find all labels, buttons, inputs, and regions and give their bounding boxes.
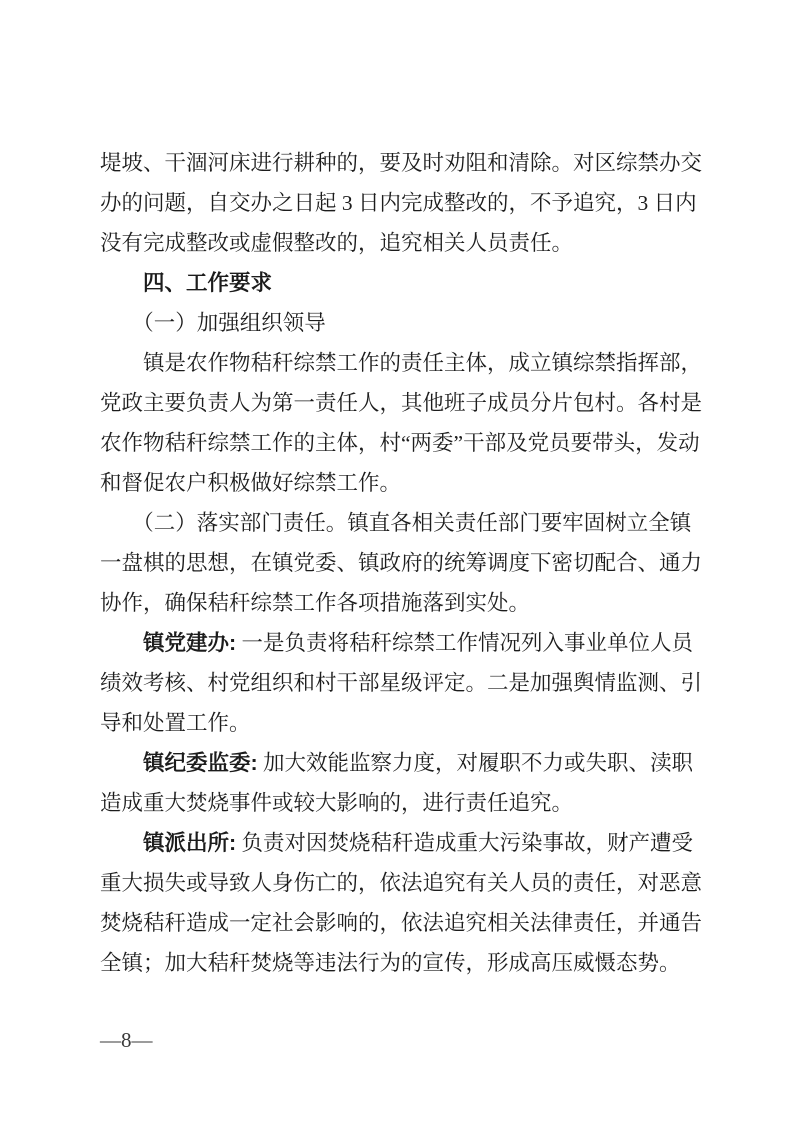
body-text: 农作物秸秆综禁工作的主体，村“两委”干部及党员要带头，发动 <box>100 431 700 455</box>
text-line <box>100 383 704 423</box>
bold-heading-text: 镇派出所: <box>100 831 237 855</box>
body-text: 没有完成整改或虚假整改的，追究相关人员责任。 <box>100 231 574 255</box>
body-text: 一盘棋的思想，在镇党委、镇政府的统筹调度下密切配合、通力 <box>100 551 703 575</box>
bold-heading-text: 四、工作要求 <box>100 271 273 295</box>
page-number: —8— <box>100 1028 153 1052</box>
text-line <box>100 263 704 303</box>
text-line <box>100 543 704 583</box>
text-line <box>100 943 704 983</box>
body-text: 办的问题，自交办之日起 3 日内完成整改的，不予追究，3 日内 <box>100 191 697 215</box>
body-text: 党政主要负责人为第一责任人，其他班子成员分片包村。各村是 <box>100 391 703 415</box>
body-text: 焚烧秸秆造成一定社会影响的，依法追究相关法律责任，并通告 <box>100 911 703 935</box>
bold-heading-text: 镇纪委监委: <box>100 751 258 775</box>
text-line <box>100 743 704 783</box>
text-line <box>100 503 704 543</box>
body-text: 重大损失或导致人身伤亡的，依法追究有关人员的责任，对恶意 <box>100 871 703 895</box>
text-line <box>100 863 704 903</box>
kaiti-heading-text: （二）落实部门责任。 <box>100 511 348 535</box>
body-text: 加大效能监察力度，对履职不力或失职、渎职 <box>257 751 694 775</box>
text-line <box>100 823 704 863</box>
bold-heading-text: 镇党建办: <box>100 631 237 655</box>
body-text: 和督促农户积极做好综禁工作。 <box>100 471 402 495</box>
text-line <box>100 423 704 463</box>
text-line <box>100 343 704 383</box>
body-text: 堤坡、干涸河床进行耕种的，要及时劝阻和清除。对区综禁办交 <box>100 151 703 175</box>
body-text: 绩效考核、村党组织和村干部星级评定。二是加强舆情监测、引 <box>100 671 703 695</box>
body-text: 镇直各相关责任部门要牢固树立全镇 <box>347 511 692 535</box>
text-line <box>100 463 704 503</box>
text-line <box>100 903 704 943</box>
text-line <box>100 783 704 823</box>
kaiti-heading-text: （一）加强组织领导 <box>100 311 326 335</box>
text-line <box>100 183 704 223</box>
body-text: 一是负责将秸秆综禁工作情况列入事业单位人员 <box>236 631 694 655</box>
body-text: 导和处置工作。 <box>100 711 251 735</box>
body-text: 全镇；加大秸秆焚烧等违法行为的宣传，形成高压威慑态势。 <box>100 951 681 975</box>
text-line <box>100 623 704 663</box>
body-text: 负责对因焚烧秸秆造成重大污染事故，财产遭受 <box>236 831 694 855</box>
body-text: 镇是农作物秸秆综禁工作的责任主体，成立镇综禁指挥部， <box>100 351 703 375</box>
body-text: 协作，确保秸秆综禁工作各项措施落到实处。 <box>100 591 531 615</box>
body-text: 造成重大焚烧事件或较大影响的，进行责任追究。 <box>100 791 574 815</box>
text-line <box>100 583 704 623</box>
text-line <box>100 143 704 183</box>
text-line <box>100 223 704 263</box>
text-line <box>100 663 704 703</box>
text-line <box>100 303 704 343</box>
text-block <box>100 143 704 983</box>
text-line <box>100 703 704 743</box>
